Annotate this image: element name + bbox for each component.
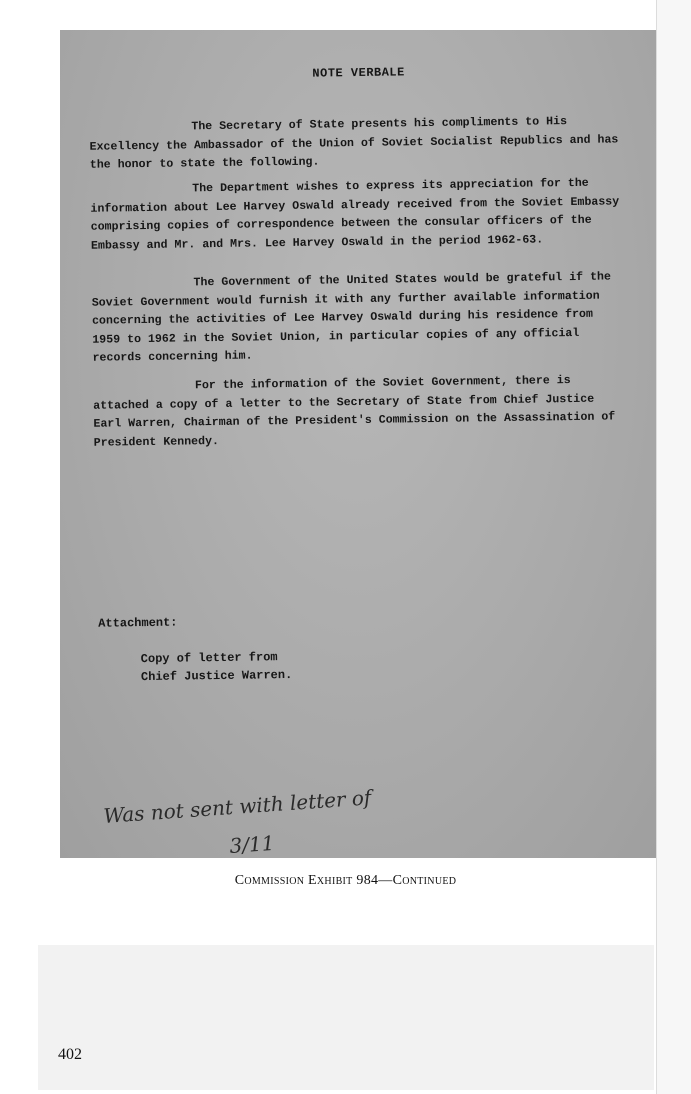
paragraph-3 [91,268,622,368]
attachment-line-2: Chief Justice Warren. [140,667,293,685]
paragraph-1-text: The Secretary of State presents his compliments to His Excellency the Ambassador of the Union of Soviet Socialist Republics and has the honor to state the following. [89,115,619,172]
paragraph-2 [90,174,621,255]
attachment-line-1: Copy of letter from [140,650,278,667]
handwritten-note-line-2: 3/11 [228,830,276,858]
paragraph-4 [93,371,624,452]
paragraph-2-text: The Department wishes to express its appreciation for the information about Lee Harvey Oswald already received from the Soviet Embassy comprising copies of correspondence between the consular officers of the Embassy and Mr. and Mrs. Lee Harvey Oswald in the period 1962-63. [90,176,620,253]
handwritten-note-line-1: Was not sent with letter of [102,785,373,828]
paragraph-4-text: For the information of the Soviet Government, there is attached a copy of a letter to the Secretary of State from Chief Justice Earl Warren, Chairman of the President's Commission on the Assassination of President Kennedy. [93,374,616,450]
document-heading: NOTE VERBALE [312,65,405,81]
typed-note-sheet [60,26,668,862]
exhibit-caption: Commission Exhibit 984—Continued [234,873,457,888]
scan-background-band [38,945,654,1090]
page-number: 402 [58,1046,82,1063]
photostat-document [60,30,656,858]
paragraph-1 [89,112,620,175]
attachment-label: Attachment: [98,615,178,631]
paragraph-3-text: The Government of the United States would be grateful if the Soviet Government would furnish it with any further available information concerning the activities of Lee Harvey Oswald during his residence from 1959 to 1962 in the Soviet Union, in particular copies of any official records concerning him. [91,270,612,365]
